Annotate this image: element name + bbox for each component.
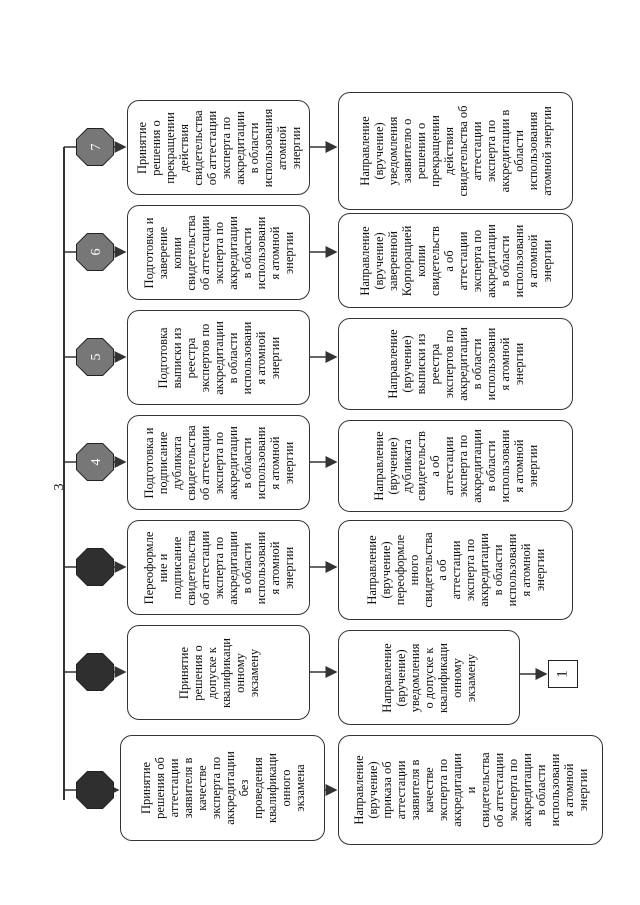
decision-text-7: Принятие решения о прекращении действия свидетельства об аттестации эксперта по аккредитации в области использования атомной энергии [134,108,303,187]
decision-text-5: Подготовка выписки из реестра экспертов по аккредитации в области использовани я атомной энергии [155,320,282,395]
notice-text-2: Направление (вручение) уведомления о допуске к квалификаци онному экзамену [380,642,478,713]
decision-box-1 [120,735,325,841]
step-badge-1 [77,772,114,809]
notice-text-7: Направление (вручение) уведомления заявителю о решении о прекращении действия свидетельства об аттестации эксперта по аккредитации в области использования атомной энергии [357,105,554,197]
notice-text-3: Направление (вручение) переоформле нного свидетельства а об аттестации эксперта по аккредитации в области использовани я атомной энергии [364,532,547,608]
reference-label: 1 [554,670,571,678]
step-badge-label-6: 6 [89,248,104,256]
decision-box-6 [127,205,310,300]
step-badge-2 [77,654,114,691]
step-badge-label-5: 5 [89,353,104,361]
decision-text-3: Переоформле ние и подписание свидетельства об аттестации эксперта по аккредитации в области использовани я атомной энергии [141,529,296,606]
notice-text-1: Направление (вручение) приказа об аттестации заявителя в качестве эксперта по аккредитации и свидетельства об аттестации эксперта по аккредитации в области использовани я атомной энергии [351,752,590,828]
notice-box-4 [338,420,573,512]
step-badge-label-7: 7 [89,143,104,151]
notice-box-2 [338,630,520,725]
notice-box-5 [338,318,573,410]
reference-box [548,660,578,688]
notice-text-4: Направление (вручение) дубликата свидетельств а об аттестации эксперта по аккредитации в области использовани я атомной энергии [371,429,540,503]
decision-text-1: Принятие решения об аттестации заявителя в качестве эксперта по аккредитации без проведения квалификаци онного экзамена [138,751,307,825]
notice-text-5: Направление (вручение) выписки из реестра экспертов по аккредитации в области использовани я атомной энергии [385,327,526,401]
decision-box-7 [127,100,310,195]
notice-text-6: Направление (вручение) заверенной Корпорацией копии свидетельств а об аттестации эксперта по аккредитации в области использовани я атомной энергии [357,223,554,298]
decision-text-2: Принятие решения о допуске к квалификаци онному экзамену [176,637,261,708]
page-number: 3 [52,483,67,491]
decision-text-6: Подготовка и заверение копии свидетельства об аттестации эксперта по аккредитации в области использовани я атомной энергии [141,214,296,291]
notice-box-3 [338,520,573,620]
notice-box-1 [338,735,603,845]
notice-box-7 [338,92,573,210]
decision-box-4 [127,415,310,510]
step-badge-3 [77,549,114,586]
decision-box-3 [127,520,310,615]
notice-box-6 [338,213,573,308]
decision-box-5 [127,310,310,405]
decision-text-4: Подготовка и подписание дубликата свидетельства об аттестации эксперта по аккредитации в области использовани я атомной энергии [141,424,296,501]
decision-box-2 [127,625,310,720]
step-badge-label-4: 4 [89,458,104,466]
